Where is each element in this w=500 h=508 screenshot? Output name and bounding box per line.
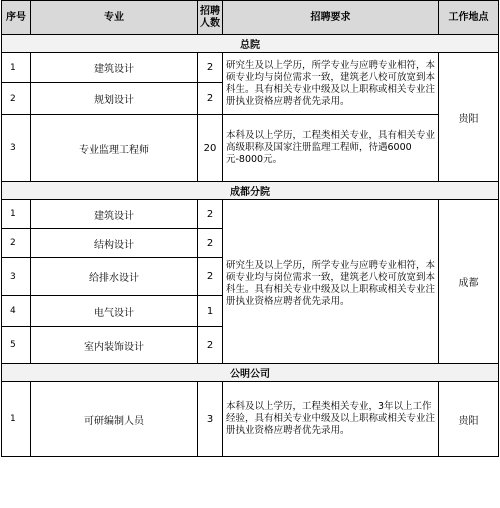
section-row	[2, 182, 499, 200]
header-requirements: 招聘要求	[223, 1, 439, 35]
row-count: 2	[198, 53, 223, 83]
row-major: 电气设计	[31, 296, 198, 327]
table-row	[2, 115, 499, 182]
header-location: 工作地点	[439, 1, 499, 35]
row-seq: 2	[2, 83, 31, 115]
row-seq: 1	[2, 382, 31, 457]
row-seq: 5	[2, 327, 31, 364]
row-seq: 1	[2, 200, 31, 229]
row-seq: 2	[2, 229, 31, 258]
section-title: 成都分院	[2, 182, 499, 200]
requirements-cell: 研究生及以上学历，所学专业与应聘专业相符，本硕专业均与岗位需求一致，建筑老八校可放宽到本科生。具有相关专业中级及以上职称或相关专业注册执业资格应聘者优先录用。	[223, 200, 439, 364]
table-row	[2, 200, 499, 229]
recruitment-table	[1, 0, 499, 457]
row-count: 2	[198, 327, 223, 364]
row-seq: 3	[2, 115, 31, 182]
row-major: 给排水设计	[31, 258, 198, 296]
table-row	[2, 382, 499, 457]
row-seq: 4	[2, 296, 31, 327]
row-count: 2	[198, 83, 223, 115]
row-major: 建筑设计	[31, 53, 198, 83]
requirements-cell: 本科及以上学历，工程类相关专业，具有相关专业高级职称及国家注册监理工程师，待遇6000元-8000元。	[223, 115, 439, 182]
section-title: 公明公司	[2, 364, 499, 382]
row-count: 2	[198, 200, 223, 229]
section-row	[2, 364, 499, 382]
header-row	[2, 1, 499, 35]
location-cell: 贵阳	[439, 53, 499, 182]
location-cell: 成都	[439, 200, 499, 364]
section-title: 总院	[2, 35, 499, 53]
row-count: 3	[198, 382, 223, 457]
row-count: 2	[198, 258, 223, 296]
row-major: 可研编制人员	[31, 382, 198, 457]
row-count: 1	[198, 296, 223, 327]
row-major: 规划设计	[31, 83, 198, 115]
header-seq: 序号	[2, 1, 31, 35]
section-row	[2, 35, 499, 53]
row-seq: 1	[2, 53, 31, 83]
row-count: 2	[198, 229, 223, 258]
requirements-cell: 本科及以上学历，工程类相关专业，3年以上工作经验，具有相关专业中级及以上职称或相关专业注册执业资格应聘者优先录用。	[223, 382, 439, 457]
table-row	[2, 53, 499, 83]
header-count: 招聘人数	[198, 1, 223, 35]
row-major: 专业监理工程师	[31, 115, 198, 182]
requirements-cell: 研究生及以上学历，所学专业与应聘专业相符，本硕专业均与岗位需求一致，建筑老八校可放宽到本科生。具有相关专业中级及以上职称或相关专业注册执业资格应聘者优先录用。	[223, 53, 439, 115]
location-cell: 贵阳	[439, 382, 499, 457]
row-major: 室内装饰设计	[31, 327, 198, 364]
header-major: 专业	[31, 1, 198, 35]
row-count: 20	[198, 115, 223, 182]
row-major: 建筑设计	[31, 200, 198, 229]
row-major: 结构设计	[31, 229, 198, 258]
row-seq: 3	[2, 258, 31, 296]
